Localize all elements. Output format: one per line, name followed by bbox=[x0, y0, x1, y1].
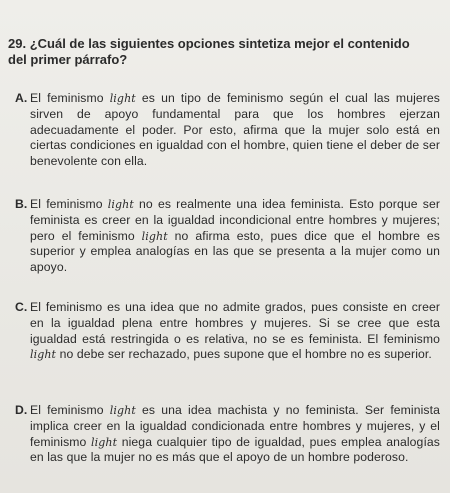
option-text: El feminismo light es una idea machista y no feminista. Ser feminista implica creer en la igualdad condicionada entre hombres y mujeres, y el feminismo light niega cualquier tipo de igualdad, pues emplea analogías en las que la mujer no es más que el apoyo de un hombre poderoso. bbox=[30, 403, 440, 465]
option-a[interactable] bbox=[15, 91, 440, 181]
italic-term: light bbox=[109, 404, 136, 417]
option-b[interactable] bbox=[15, 197, 440, 299]
italic-term: light bbox=[107, 198, 134, 211]
option-letter: B. bbox=[15, 197, 28, 211]
italic-term: light bbox=[141, 229, 168, 243]
italic-term: light bbox=[30, 348, 57, 362]
option-text: El feminismo light es un tipo de feminismo según el cual las mujeres sirven de apoyo fundamental para que los hombres ejerzan adecuadamente el poder. Por esto, afirma que la mujer solo está en ciertas condiciones en igualdad con el hombre, quien tiene el deber de ser benevolente con ella. bbox=[30, 91, 440, 169]
italic-term: light bbox=[109, 92, 136, 105]
italic-term: light bbox=[91, 435, 118, 449]
option-d[interactable] bbox=[15, 403, 440, 491]
question-number: 29. bbox=[8, 36, 27, 51]
option-text: El feminismo light no es realmente una idea feminista. Esto porque ser feminista es creer en la igualdad incondicional entre hombres y mujeres; pero el feminismo light no afirma esto, pues dice que el hombre es superior y emplea analogías en las que se presenta a la mujer como un apoyo. bbox=[30, 197, 440, 275]
option-letter: C. bbox=[15, 300, 28, 314]
option-letter: A. bbox=[15, 91, 28, 105]
option-letter: D. bbox=[15, 403, 28, 417]
option-text: El feminismo es una idea que no admite grados, pues consiste en creer en la igualdad plena entre hombres y mujeres. Si se cree que esta igualdad está restringida o es relativa, no se es feminista. El feminismo light no debe ser rechazado, pues supone que el hombre no es superior. bbox=[30, 300, 440, 362]
question-29 bbox=[8, 36, 428, 68]
option-c[interactable] bbox=[15, 300, 440, 392]
question-text: ¿Cuál de las siguientes opciones sintetiza mejor el contenido del primer párrafo? bbox=[8, 36, 410, 67]
